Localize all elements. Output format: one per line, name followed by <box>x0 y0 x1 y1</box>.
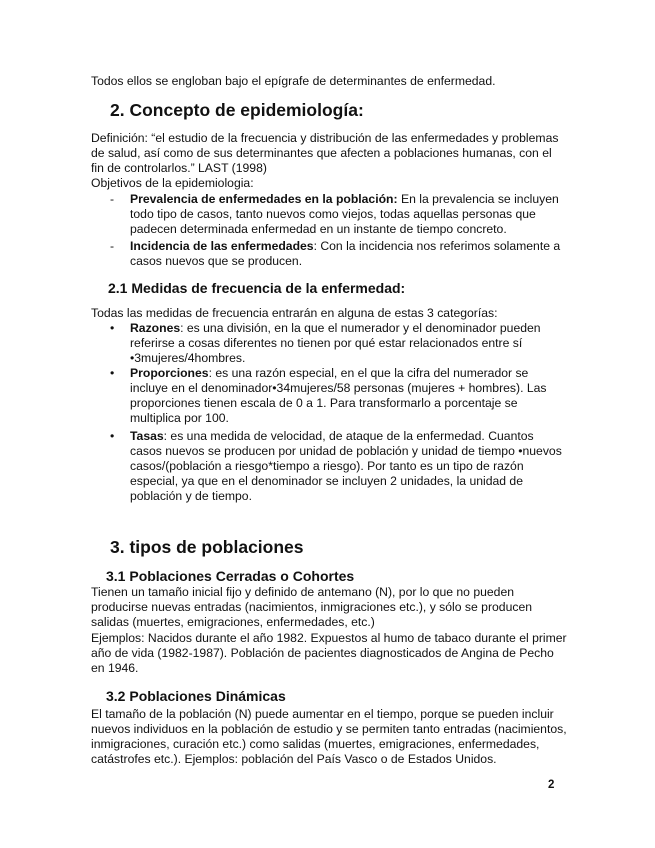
section-3-2-heading: 3.2 Poblaciones Dinámicas <box>106 688 286 704</box>
measure-term: Razones <box>130 321 181 335</box>
bullet-marker: • <box>110 429 115 443</box>
measures-intro: Todas las medidas de frecuencia entrarán en alguna de estas 3 categorías: <box>91 306 498 320</box>
measure-text: : es una razón especial, en el que la cifra del numerador se incluye en el denominador•34mujeres/58 personas (mujeres + hombres). Las proporciones tienen escala de 0 a 1. Para transformarlo a porcentaje se multiplica por 100. <box>130 366 547 425</box>
measure-text: : es una división, en la que el numerador y el denominador pueden referirse a cosas diferentes no tienen por qué estar relacionados entre sí •3mujeres/4hombres. <box>130 321 541 365</box>
objective-item-incidencia <box>110 239 567 269</box>
intro-line: Todos ellos se engloban bajo el epígrafe de determinantes de enfermedad. <box>91 74 496 88</box>
objective-item-prevalencia <box>110 192 567 237</box>
measure-item-tasas <box>110 429 567 504</box>
section-2-1-heading: 2.1 Medidas de frecuencia de la enfermedad: <box>108 280 406 296</box>
measure-item-proporciones <box>110 366 567 426</box>
measure-text: : es una medida de velocidad, de ataque de la enfermedad. Cuantos casos nuevos se producen por unidad de población y unidad de tiempo •nuevos casos/(población a riesgo*tiempo a riesgo). Por tanto es un tipo de razón especial, ya que en el denominador se incluyen 2 unidades, la unidad de población y de tiempo. <box>130 429 562 503</box>
page-number: 2 <box>548 779 555 791</box>
measure-item-razones <box>110 321 567 366</box>
measure-term: Proporciones <box>130 366 209 380</box>
section-3-1-heading: 3.1 Poblaciones Cerradas o Cohortes <box>106 568 355 584</box>
objective-term: Prevalencia de enfermedades en la población: <box>130 192 398 206</box>
measure-term: Tasas <box>130 429 164 443</box>
section-3-heading: 3. tipos de poblaciones <box>110 537 304 557</box>
list-marker: - <box>110 239 115 253</box>
bullet-marker: • <box>110 366 115 380</box>
closed-populations-text: Tienen un tamaño inicial fijo y definido de antemano (N), por lo que no pueden producirse nuevas entradas (nacimientos, inmigraciones etc.), y sólo se producen salidas (muertes, emigraciones, enfermedades, etc.) <box>91 585 533 629</box>
bullet-marker: • <box>110 321 115 335</box>
list-marker: - <box>110 192 115 206</box>
objective-text: : Con la incidencia nos referimos solamente a casos nuevos que se producen. <box>130 239 561 268</box>
objective-text: En la prevalencia se incluyen todo tipo de casos, tanto nuevos como viejos, todas aquellas personas que padecen determinada enfermedad en un instante de tiempo concreto. <box>130 192 559 236</box>
objectives-label: Objetivos de la epidemiologia: <box>91 176 254 190</box>
closed-populations-examples: Ejemplos: Nacidos durante el año 1982. Expuestos al humo de tabaco durante el primer año de vida (1982-1987). Población de pacientes diagnosticados de Angina de Pecho en 1946. <box>91 631 567 675</box>
objective-term: Incidencia de las enfermedades <box>130 239 314 253</box>
definition-paragraph: Definición: “el estudio de la frecuencia y distribución de las enfermedades y problemas de salud, así como de sus determinantes que afecten a poblaciones humanas, con el fin de controlarlos.” LAST (1998) <box>91 131 559 175</box>
dynamic-populations-text: El tamaño de la población (N) puede aumentar en el tiempo, porque se pueden incluir nuevos individuos en la población de estudio y se permiten tanto entradas (nacimientos, inmigraciones, curación etc.) como salidas (muertes, emigraciones, enfermedades, catástrofes etc.). Ejemplos: población del País Vasco o de Estados Unidos. <box>91 707 567 766</box>
section-2-heading: 2. Concepto de epidemiología: <box>110 100 364 120</box>
